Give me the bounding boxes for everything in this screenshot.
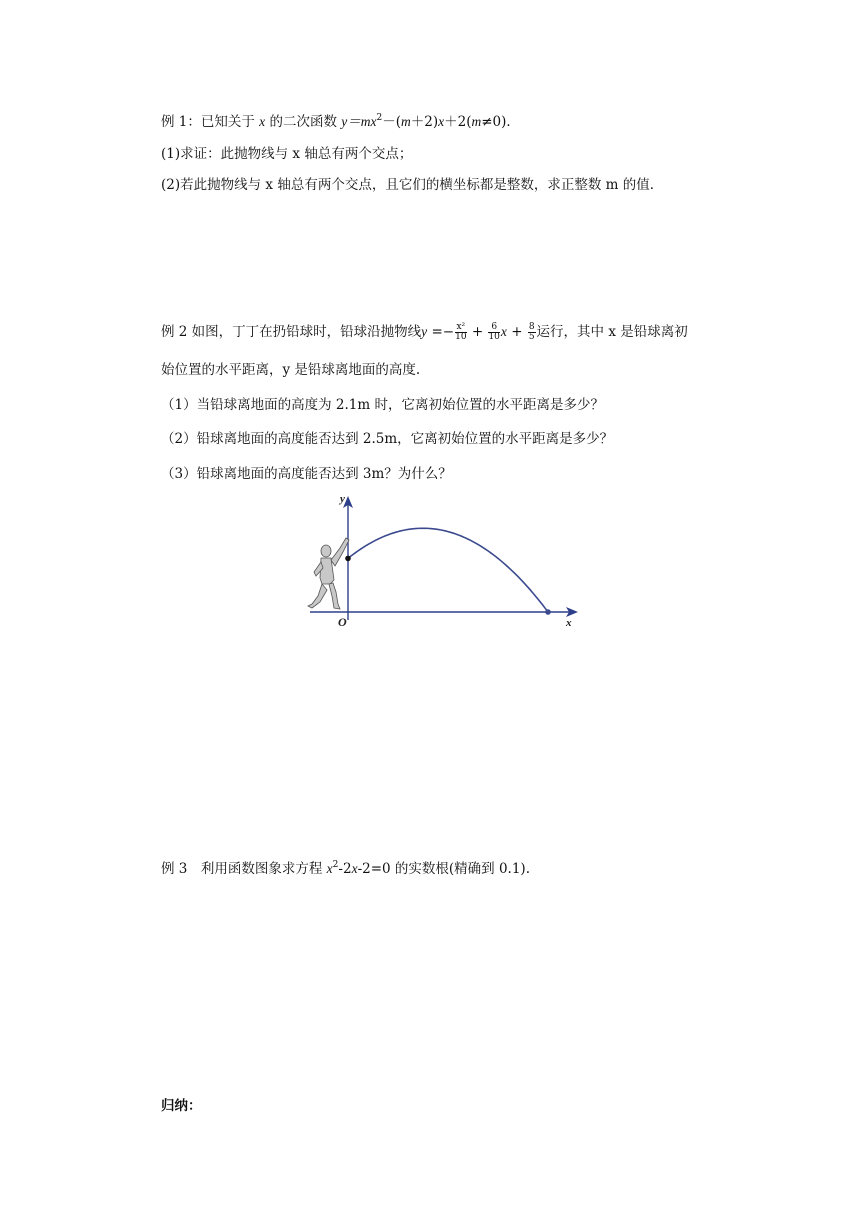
parabola-curve: [348, 528, 548, 612]
person-icon: [308, 538, 349, 609]
x-axis-label: x: [566, 617, 572, 629]
example-2-question-3: （3）铅球离地面的高度能否达到 3m？为什么？: [161, 466, 452, 482]
example-3-statement: 例 3 利用函数图象求方程 $x^2-2x-2=0$ 的实数根(精确到 0.1).: [161, 860, 530, 877]
example-2-statement: 例 2 如图，丁丁在扔铅球时，铅球沿抛物线y =− $\frac{\text{x²}}{10}$ + $\frac{6}{10}$ x + $\frac{8}{5}$ 运行，其中 x 是铅球离初: [161, 322, 688, 342]
summary-heading: 归纳：: [161, 1098, 202, 1114]
start-point-marker: [345, 556, 351, 562]
origin-label: O: [338, 615, 347, 629]
shot-put-parabola-figure: [300, 488, 590, 630]
fraction-x2-over-10: $\frac{\text{x²}}{10}$: [455, 322, 467, 342]
example-1-question-1: (1)求证：此抛物线与 x 轴总有两个交点；: [161, 146, 413, 162]
fraction-8-over-5: $\frac{8}{5}$: [528, 322, 535, 342]
example-2-question-2: （2）铅球离地面的高度能否达到 2.5m，它离初始位置的水平距离是多少？: [161, 431, 614, 447]
example-2-question-1: （1）当铅球离地面的高度为 2.1m 时，它离初始位置的水平距离是多少？: [161, 397, 604, 413]
example-2-statement-cont: 始位置的水平距离，y 是铅球离地面的高度.: [161, 362, 421, 378]
y-axis-label: y: [340, 493, 345, 505]
landing-point-marker: [545, 609, 551, 615]
fraction-6-over-10: $\frac{6}{10}$: [488, 322, 500, 342]
example-1-question-2: (2)若此抛物线与 x 轴总有两个交点，且它们的横坐标都是整数，求正整数 m 的值．: [161, 177, 664, 193]
example-1-statement: 例 1：已知关于 x 的二次函数 $y=mx^2-(m+2)x+2(m\ne 0)$．: [161, 113, 520, 130]
